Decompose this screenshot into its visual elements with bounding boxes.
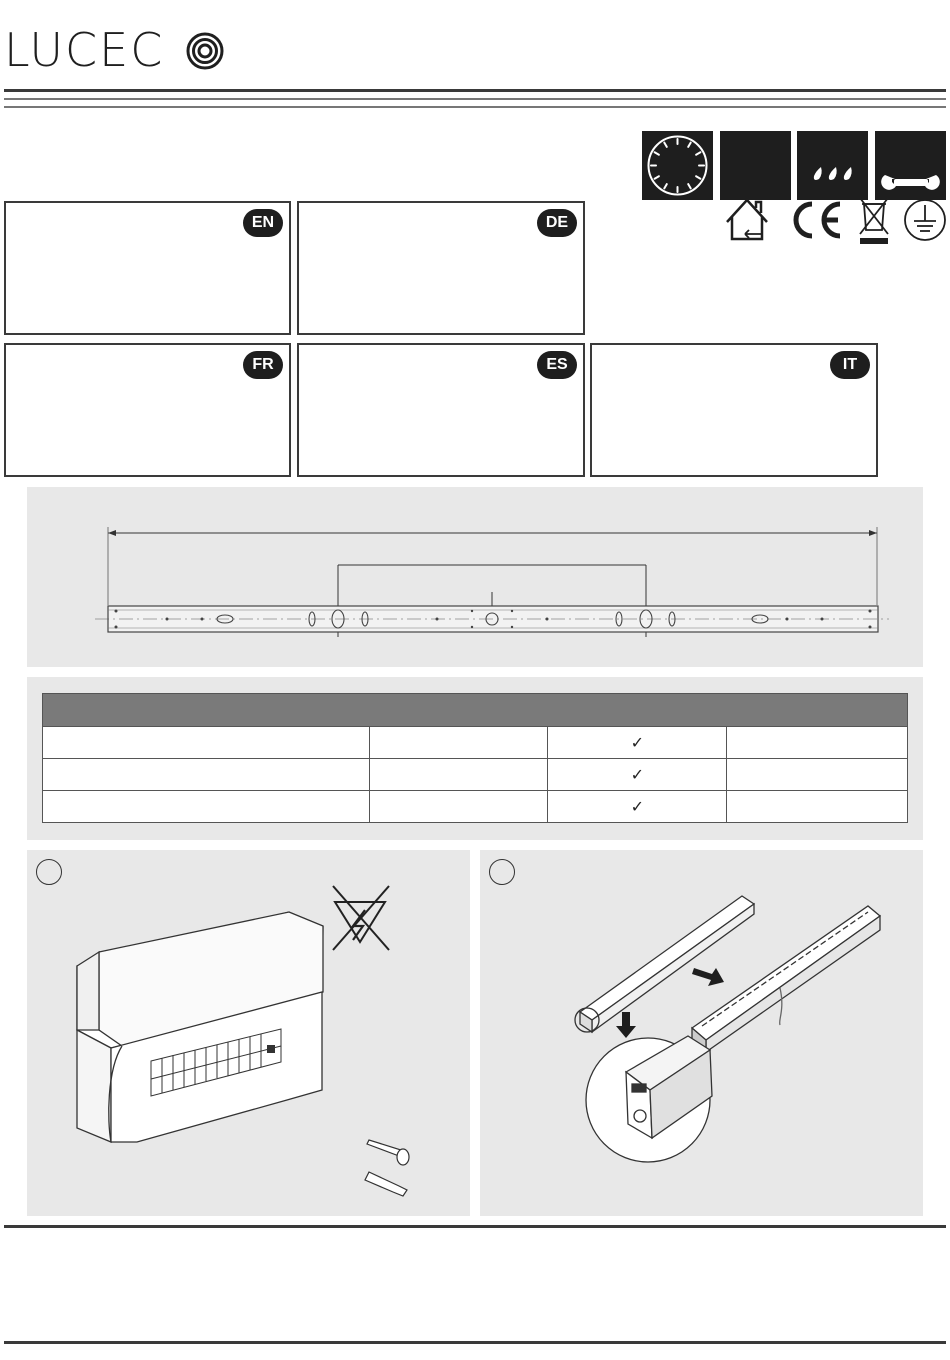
lang-badge-fr: FR — [243, 351, 283, 379]
header-rule-top — [4, 89, 946, 92]
check-icon: ✓ — [548, 759, 727, 791]
spec-table-header — [43, 694, 908, 727]
wrench-icon — [875, 131, 946, 200]
logo-rings-icon — [186, 32, 224, 70]
luceco-logo — [4, 23, 224, 77]
lang-box-de — [297, 201, 585, 335]
table-cell — [727, 759, 908, 791]
step-1-circle — [36, 859, 62, 885]
check-icon: ✓ — [548, 791, 727, 823]
lang-box-en — [4, 201, 291, 335]
table-cell — [43, 727, 370, 759]
lang-badge-it: IT — [830, 351, 870, 379]
lang-box-es — [297, 343, 585, 477]
step-1-panel — [27, 850, 470, 1216]
table-cell — [727, 727, 908, 759]
table-cell — [43, 759, 370, 791]
lang-box-it — [590, 343, 878, 477]
indoor-use-icon — [723, 196, 771, 268]
table-row — [43, 791, 908, 823]
table-cell — [369, 791, 548, 823]
dimension-panel — [27, 487, 923, 667]
table-cell — [727, 791, 908, 823]
step-2-circle — [489, 859, 515, 885]
table-cell — [43, 791, 370, 823]
table-row — [43, 759, 908, 791]
header-rule-bottom — [4, 106, 946, 108]
lang-badge-de: DE — [537, 209, 577, 237]
check-icon: ✓ — [548, 727, 727, 759]
consumer-unit-illustration — [27, 850, 470, 1216]
step-2-panel — [480, 850, 923, 1216]
earth-ground-icon — [902, 196, 948, 244]
spec-table — [42, 693, 908, 823]
lang-box-fr — [4, 343, 291, 477]
table-cell — [369, 727, 548, 759]
batten-assembly-illustration — [480, 850, 923, 1216]
logo-wordmark: LUCEC — [4, 23, 165, 77]
weee-bin-icon — [854, 196, 894, 244]
clock-icon — [642, 131, 713, 200]
fixing-bracket-drawing — [27, 487, 923, 667]
table-cell — [369, 759, 548, 791]
water-drops-icon — [797, 131, 868, 200]
lang-badge-es: ES — [537, 351, 577, 379]
footer-rule-top — [4, 1225, 946, 1228]
header-rule-middle — [4, 98, 946, 100]
footer-rule-bottom — [4, 1341, 946, 1344]
table-row — [43, 727, 908, 759]
ce-mark-icon — [786, 196, 846, 244]
blank-panel — [720, 131, 791, 200]
lang-badge-en: EN — [243, 209, 283, 237]
